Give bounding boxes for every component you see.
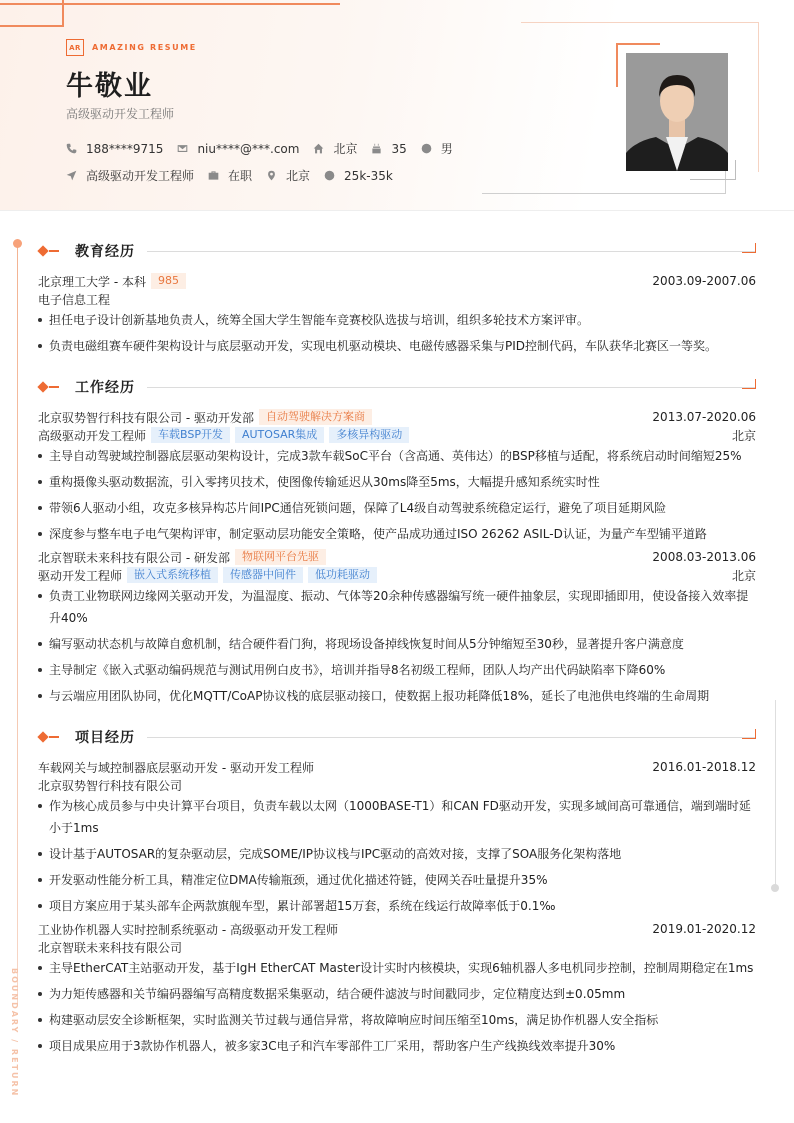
bullet-text: 作为核心成员参与中央计算平台项目，负责车载以太网（1000BASE-T1）和CAN FD驱动开发，实现多域间高可靠通信，端到端时延小于1ms: [49, 799, 751, 835]
divider: [147, 387, 756, 388]
decor-right-dot: [771, 884, 779, 892]
job-role: 驱动开发工程师: [38, 568, 123, 583]
profile-photo: [626, 53, 728, 171]
skill-tag: 低功耗驱动: [308, 567, 377, 583]
gender-value: 男: [440, 142, 453, 156]
skill-tag: AUTOSAR集成: [235, 427, 324, 443]
job-role: 高级驱动开发工程师: [38, 428, 147, 443]
side-watermark: BOUNDARY / RETURN: [10, 968, 19, 1098]
gender-icon: [421, 143, 432, 154]
brand-badge: AR: [66, 39, 84, 56]
school-tag: 985: [151, 273, 186, 289]
bullet-text: 主导EtherCAT主站驱动开发，基于IgH EtherCAT Master设计实时内核模块，实现6轴机器人多电机同步控制，控制周期稳定在1ms: [49, 961, 754, 975]
bullet-text: 设计基于AUTOSAR的复杂驱动层，完成SOME/IP协议栈与IPC驱动的高效对接，支撑了SOA服务化架构落地: [49, 847, 622, 861]
list-item: [38, 585, 756, 629]
bullet-text: 与云端应用团队协同，优化MQTT/CoAP协议栈的底层驱动接口，使数据上报功耗降低18%，延长了电池供电终端的生命周期: [49, 689, 710, 703]
send-icon: [66, 170, 77, 181]
target-position: [66, 167, 194, 184]
skill-tag: 嵌入式系统移植: [127, 567, 218, 583]
candidate-name: 牛敬业: [66, 71, 153, 102]
list-item: [38, 957, 756, 979]
bullet-text: 带领6人驱动小组，攻克多核异构芯片间IPC通信死锁问题，保障了L4级自动驾驶系统稳定运行，避免了项目延期风险: [49, 501, 667, 515]
corner-decor: [742, 243, 756, 253]
bullet-text: 深度参与整车电子电气架构评审，制定驱动层功能安全策略，使产品成功通过ISO 26262 ASIL-D认证，为量产车型铺平道路: [49, 527, 707, 541]
education-entry: [38, 272, 756, 290]
divider: [147, 251, 756, 252]
work-entry-header: [38, 548, 756, 566]
bullet-text: 项目方案应用于某头部车企两款旗舰车型，累计部署超15万套，系统在线运行故障率低于0.1‰: [49, 899, 556, 913]
home-icon: [313, 143, 324, 154]
residence-value: 北京: [333, 142, 358, 156]
divider: [147, 737, 756, 738]
section-title: 项目经历: [75, 730, 135, 746]
residence: [313, 140, 357, 157]
project-header: [38, 920, 756, 938]
target-position-value: 高级驱动开发工程师: [86, 169, 195, 183]
salary-icon: [324, 170, 335, 181]
work-entry-header: [38, 408, 756, 426]
dash-decor: [49, 736, 59, 738]
skill-tag: 车载BSP开发: [151, 427, 230, 443]
timeline-dot: [13, 239, 22, 248]
decor-corner: [0, 0, 64, 27]
bullet-text: 负责工业物联网边缘网关驱动开发，为温湿度、振动、气体等20余种传感器编写统一硬件抽象层，实现即插即用，使设备接入效率提升40%: [49, 589, 749, 625]
work-role-line: [38, 566, 756, 584]
project-company-line: [38, 776, 756, 794]
section-title: 教育经历: [75, 244, 135, 260]
phone-value: 188****9715: [86, 141, 164, 156]
bullet-text: 编写驱动状态机与故障自愈机制，结合硬件看门狗，将现场设备掉线恢复时间从5分钟缩短至30秒，显著提升客户满意度: [49, 637, 684, 651]
section-header-education: [38, 241, 756, 261]
list-item: [38, 659, 756, 681]
project-company: 北京智联未来科技有限公司: [38, 940, 183, 955]
section-header-work: [38, 377, 756, 397]
bullet-text: 构建驱动层安全诊断框架，实时监测关节过载与通信异常，将故障响应时间压缩至10ms，满足协作机器人安全指标: [49, 1013, 659, 1027]
work-city: 北京: [731, 568, 756, 583]
phone-icon: [66, 143, 77, 154]
list-item: [38, 335, 756, 357]
work-role-line: [38, 426, 756, 444]
list-item: [38, 983, 756, 1005]
contact-row: [66, 140, 467, 157]
skill-tag: 多核异构驱动: [329, 427, 409, 443]
project-company: 北京驭势智行科技有限公司: [38, 778, 183, 793]
person-portrait-icon: [626, 53, 728, 171]
skill-tag: 传感器中间件: [223, 567, 303, 583]
job-status-value: 在职: [228, 169, 253, 183]
company-tag: 自动驾驶解决方案商: [259, 409, 372, 425]
education-period: 2003.09-2007.06: [652, 274, 756, 288]
corner-decor: [742, 379, 756, 389]
age: [371, 142, 406, 156]
candidate-title: 高级驱动开发工程师: [66, 107, 175, 121]
list-item: [38, 633, 756, 655]
section-title: 工作经历: [75, 380, 135, 396]
company-name: 北京驭势智行科技有限公司 - 驱动开发部: [38, 410, 254, 425]
bullet-text: 负责电磁组赛车硬件架构设计与底层驱动开发，实现电机驱动模块、电磁传感器采集与PID控制代码，车队获华北赛区一等奖。: [49, 339, 718, 353]
expected-salary: [324, 169, 393, 183]
list-item: [38, 843, 756, 865]
bullet-text: 主导制定《嵌入式驱动编码规范与测试用例白皮书》，培训并指导8名初级工程师，团队人均产出代码缺陷率下降60%: [49, 663, 666, 677]
work-period: 2008.03-2013.06: [652, 550, 756, 564]
list-item: [38, 523, 756, 545]
project-title: 车载网关与域控制器底层驱动开发 - 驱动开发工程师: [38, 760, 314, 775]
work-period: 2013.07-2020.06: [652, 410, 756, 424]
target-city: [266, 167, 310, 184]
company-tag: 物联网平台先驱: [235, 549, 326, 565]
job-status: [208, 167, 252, 184]
project-title: 工业协作机器人实时控制系统驱动 - 高级驱动开发工程师: [38, 922, 338, 937]
list-item: [38, 1035, 756, 1057]
list-item: [38, 869, 756, 891]
list-item: [38, 497, 756, 519]
list-item: [38, 309, 756, 331]
major-line: [38, 290, 756, 308]
project-period: 2016.01-2018.12: [652, 760, 756, 774]
bullet-text: 项目成果应用于3款协作机器人，被多家3C电子和汽车零部件工厂采用，帮助客户生产线换线效率提升30%: [49, 1039, 616, 1053]
school-name: 北京理工大学 - 本科: [38, 274, 146, 289]
target-city-value: 北京: [286, 169, 311, 183]
decor-right-line: [775, 700, 776, 886]
major: 电子信息工程: [38, 292, 111, 307]
list-item: [38, 685, 756, 707]
project-period: 2019.01-2020.12: [652, 922, 756, 936]
dash-decor: [49, 250, 59, 252]
age-value: 35: [391, 141, 407, 156]
phone: [66, 142, 163, 156]
mail-icon: [177, 143, 188, 154]
email-value: niu****@***.com: [197, 141, 300, 156]
briefcase-icon: [208, 170, 219, 181]
bullet-text: 担任电子设计创新基地负责人，统筹全国大学生智能车竞赛校队选拔与培训，组织多轮技术方案评审。: [49, 313, 590, 327]
work-city: 北京: [731, 428, 756, 443]
section-header-projects: [38, 727, 756, 747]
list-item: [38, 1009, 756, 1031]
bullet-text: 开发驱动性能分析工具，精准定位DMA传输瓶颈，通过优化描述符链，使网关吞吐量提升35%: [49, 873, 548, 887]
expected-salary-value: 25k-35k: [344, 168, 393, 183]
list-item: [38, 895, 756, 917]
email: [177, 142, 299, 156]
timeline-line: [17, 244, 18, 1004]
dash-decor: [49, 386, 59, 388]
diamond-icon: [37, 381, 48, 392]
list-item: [38, 445, 756, 467]
project-header: [38, 758, 756, 776]
bullet-text: 主导自动驾驶域控制器底层驱动架构设计，完成3款车载SoC平台（含高通、英伟达）的BSP移植与适配，将系统启动时间缩短25%: [49, 449, 742, 463]
project-company-line: [38, 938, 756, 956]
list-item: [38, 471, 756, 493]
bullet-text: 重构摄像头驱动数据流，引入零拷贝技术，使图像传输延迟从30ms降至5ms，大幅提升感知系统实时性: [49, 475, 600, 489]
diamond-icon: [37, 731, 48, 742]
company-name: 北京智联未来科技有限公司 - 研发部: [38, 550, 230, 565]
brand-text: AMAZING RESUME: [92, 43, 197, 52]
location-icon: [266, 170, 277, 181]
diamond-icon: [37, 245, 48, 256]
bullet-text: 为力矩传感器和关节编码器编写高精度数据采集驱动，结合硬件滤波与时间戳同步，定位精度达到±0.05mm: [49, 987, 626, 1001]
list-item: [38, 795, 756, 839]
age-icon: [371, 143, 382, 154]
brand: [66, 39, 197, 56]
job-intent-row: [66, 167, 407, 184]
gender: [421, 140, 453, 157]
corner-decor: [742, 729, 756, 739]
